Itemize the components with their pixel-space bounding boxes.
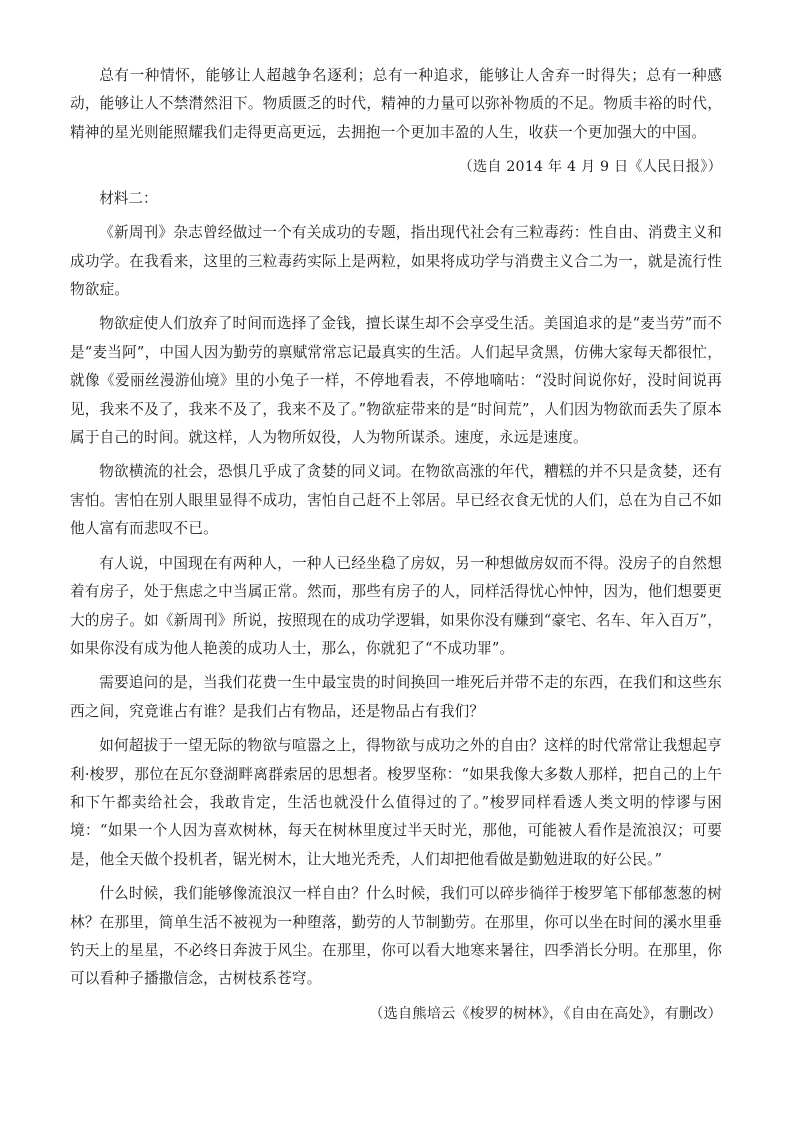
paragraph-new-weekly: 《新周刊》杂志曾经做过一个有关成功的专题，指出现代社会有三粒毒药：性自由、消费主义和成功学。在我看来，这里的三粒毒药实际上是两粒，如果将成功学与消费主义合二为一，就是流行性物欲症。 bbox=[70, 224, 722, 299]
paragraph-freedom-woods: 什么时候，我们能够像流浪汉一样自由？什么时候，我们可以碎步徜徉于梭罗笔下郁郁葱葱的树林？在那里，简单生活不被视为一种堕落，勤劳的人节制勤劳。在那里，你可以坐在时间的溪水里垂钓天上的星星，不必终日奔波于风尘。在那里，你可以看大地寒来暑往，四季消长分明。在那里，你可以看种子播撒信念，古树枝系苍穹。 bbox=[70, 885, 722, 988]
paragraph-house-slaves: 有人说，中国现在有两种人，一种人已经坐稳了房奴，另一种想做房奴而不得。没房子的自然想着有房子，处于焦虑之中当属正常。然而，那些有房子的人，同样活得忧心忡忡，因为，他们想要更大的房子。如《新周刊》所说，按照现在的成功学逻辑，如果你没有赚到“豪宅、名车、年入百万”，如果你没有成为他人艳羡的成功人士，那么，你就犯了“不成功罪”。 bbox=[70, 554, 722, 657]
paragraph-materialism-time: 物欲症使人们放弃了时间而选择了金钱，擅长谋生却不会享受生活。美国追求的是“麦当劳”而不是“麦当阿”，中国人因为勤劳的禀赋常常忘记最真实的生活。人们起早贪黑，仿佛大家每天都很忙，就像《爱丽丝漫游仙境》里的小兔子一样，不停地看表，不停地嘀咕：“没时间说你好，没时间说再见，我来不及了，我来不及了，我来不及了。”物欲症带来的是“时间荒”，人们因为物欲而丢失了原本属于自己的时间。就这样，人为物所奴役，人为物所谋杀。速度，永远是速度。 bbox=[70, 315, 722, 447]
paragraph-who-owns-whom: 需要追问的是，当我们花费一生中最宝贵的时间换回一堆死后并带不走的东西，在我们和这些东西之间，究竟谁占有谁？是我们占有物品，还是物品占有我们？ bbox=[70, 674, 722, 720]
paragraph-thoreau: 如何超拔于一望无际的物欲与喧嚣之上，得物欲与成功之外的自由？这样的时代常常让我想起亨利·梭罗，那位在瓦尔登湖畔离群索居的思想者。梭罗坚称：“如果我像大多数人那样，把自己的上午和下午都卖给社会，我敢肯定，生活也就没什么值得过的了。”梭罗同样看透人类文明的悖谬与困境：“如果一个人因为喜欢树林，每天在树林里度过半天时光，那他，可能被人看作是流浪汉；可要是，他全天做个投机者，锯光树木，让大地光秃秃，人们却把他看做是勤勉进取的好公民。” bbox=[70, 737, 722, 868]
paragraph-fear-greed: 物欲横流的社会，恐惧几乎成了贪婪的同义词。在物欲高涨的年代，糟糕的并不只是贪婪，还有害怕。害怕在别人眼里显得不成功，害怕自己赶不上邻居。早已经衣食无忧的人们，总在为自己不如他人富有而悲叹不已。 bbox=[70, 463, 722, 538]
source-citation-1: （选自 2014 年 4 月 9 日《人民日报》） bbox=[458, 159, 722, 176]
document-body bbox=[70, 62, 722, 1028]
source-citation-2: （选自熊培云《梭罗的树林》，《自由在高处》，有删改） bbox=[369, 1005, 722, 1022]
material-2-label: 材料二： bbox=[99, 190, 158, 208]
intro-paragraph: 总有一种情怀，能够让人超越争名逐利；总有一种追求，能够让人舍弃一时得失；总有一种感动，能够让人不禁潸然泪下。物质匮乏的时代，精神的力量可以弥补物质的不足。物质丰裕的时代，精神的星光则能照耀我们走得更高更远，去拥抱一个更加丰盈的人生，收获一个更加强大的中国。 bbox=[70, 67, 722, 141]
